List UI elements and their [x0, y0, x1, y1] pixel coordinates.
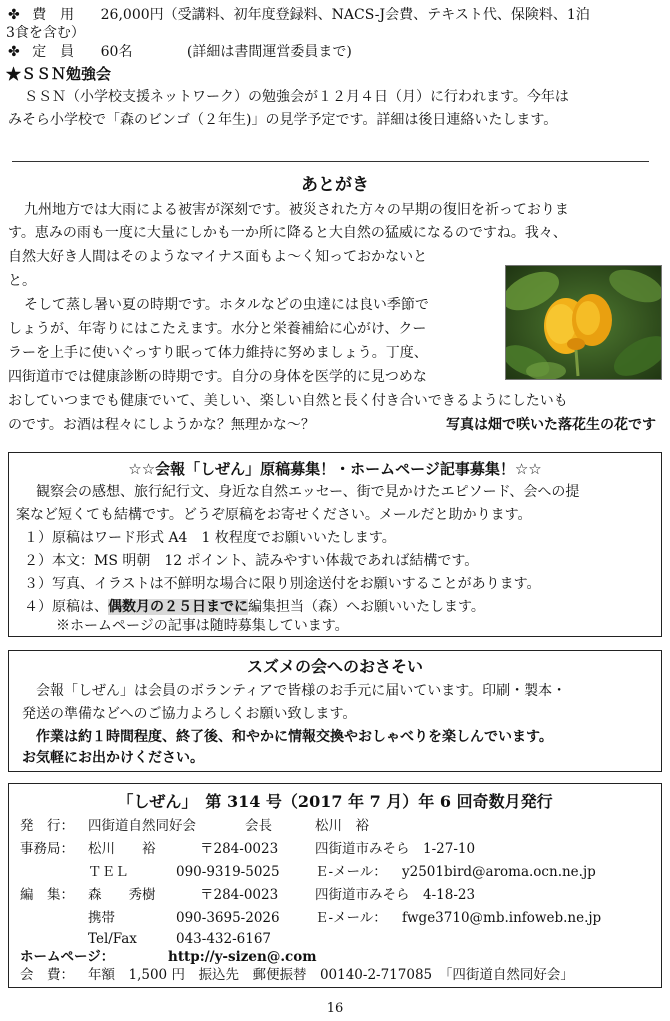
office-label: 事務局： — [20, 841, 74, 857]
ssn-line-1: ＳＳＮ（小学校支援ネットワーク）の勉強会が１２月４日（月）に行われます。今年は — [24, 89, 569, 105]
afterword-line: ラーを上手に使いぐっすり眠って体力維持に努めましょう。丁度、 — [8, 345, 428, 361]
editor-address: 四街道市みそら 4-18-23 — [315, 887, 476, 903]
mobile-label: 携帯 — [88, 910, 115, 926]
email1-label: Ｅ-メール： — [315, 864, 387, 880]
afterword-line: す。恵みの雨も一度に大量にしかも一か所に降ると大自然の猛威になるのですね。我々、 — [8, 225, 567, 241]
dues-label: 会 費： — [20, 967, 74, 983]
suzume-title: スズメの会へのおさそい — [246, 657, 423, 676]
recruitment-line: 案など短くても結構です。どうぞ原稿をお寄せください。メールだと助かります。 — [16, 507, 532, 523]
quota-value: 60名 — [100, 44, 133, 60]
afterword-line: 四街道市では健康診断の時期です。自分の身体を医学的に見つめな — [8, 369, 427, 385]
fee-label: 費 用 — [32, 7, 75, 23]
tel-label: ＴＥＬ — [88, 864, 129, 880]
afterword-line: そして蒸し暑い夏の時期です。ホタルなどの虫達には良い季節で — [24, 297, 429, 313]
email2-label: Ｅ-メール： — [315, 910, 387, 926]
email2[interactable]: fwge3710@mb.infoweb.ne.jp — [402, 910, 602, 926]
chair-label: 会長 — [245, 818, 272, 834]
fee-value-cont: 3食を含む） — [6, 25, 85, 41]
fee-value: 26,000円（受講料、初年度登録料、NACS-J会費、テキスト代、保険料、1泊 — [100, 7, 590, 23]
publisher-label: 発 行： — [20, 818, 74, 834]
homepage-link[interactable]: http://y-sizen@.com — [168, 949, 317, 965]
afterword-line: しょうが、年寄りにはこたえます。水分と栄養補給に心がけ、クー — [8, 321, 427, 337]
afterword-line: のです。お酒は程々にしようかな？無理かな〜？ — [8, 417, 315, 433]
suzume-bold-line: お気軽にお出かけください。 — [22, 750, 204, 766]
homepage-note: ※ホームページの記事は随時募集しています。 — [56, 618, 349, 634]
homepage-label: ホームページ： — [20, 949, 115, 965]
section-divider — [12, 161, 649, 162]
ssn-heading: ★ＳＳＮ勉強会 — [6, 65, 112, 83]
fax-label: Tel/Fax — [88, 931, 137, 947]
bullet-icon: ✤ — [8, 7, 20, 23]
quota-note: (詳細は書間運営委員まで) — [186, 44, 352, 60]
recruitment-item-deadline — [24, 598, 485, 617]
item4-suffix: 編集担当（森）へお願いいたします。 — [248, 599, 485, 615]
office-address: 四街道市みそら 1-27-10 — [315, 841, 476, 857]
dues: 年額 1,500 円 振込先 郵便振替 00140-2-717085 「四街道自然同好会」 — [88, 967, 574, 983]
suzume-bold-line: 作業は約１時間程度、終了後、和やかに情報交換やおしゃべりを楽しんでいます。 — [36, 729, 553, 745]
bullet-icon: ✤ — [8, 44, 20, 60]
fax: 043-432-6167 — [176, 931, 272, 947]
recruitment-item: １）原稿はワード形式 A4 1 枚程度でお願いいたします。 — [24, 530, 396, 546]
quota-label: 定 員 — [32, 44, 75, 60]
photo-caption: 写真は畑で咲いた落花生の花です — [446, 417, 656, 433]
recruitment-title: ☆☆会報「しぜん」原稿募集！・ホームページ記事募集！☆☆ — [128, 460, 542, 478]
suzume-line: 発送の準備などへのご協力よろしくお願い致します。 — [22, 706, 357, 722]
fee-line — [8, 6, 590, 25]
recruitment-item: ３）写真、イラストは不鮮明な場合に限り別途送付をお願いすることがあります。 — [24, 576, 541, 592]
afterword-line: 自然大好き人間はそのようなマイナス面もよ〜く知っておかないと — [8, 249, 428, 265]
mobile: 090-3695-2026 — [176, 910, 280, 926]
quota-line — [8, 43, 352, 62]
colophon-title: 「しぜん」 第 314 号（2017 年 7 月）年 6 回奇数月発行 — [117, 792, 553, 811]
editor-zip: 〒284-0023 — [200, 887, 279, 903]
afterword-title: あとがき — [301, 175, 369, 195]
tel: 090-9319-5025 — [176, 864, 280, 880]
peanut-flower-photo — [505, 265, 662, 380]
office-name: 松川 裕 — [88, 841, 156, 857]
office-zip: 〒284-0023 — [200, 841, 279, 857]
recruitment-line: 観察会の感想、旅行紀行文、身近な自然エッセー、街で見かけたエピソード、会への提 — [36, 484, 580, 500]
afterword-line: おしていつまでも健康でいて、美しい、楽しい自然と長く付き合いできるようにしたいも — [8, 393, 568, 409]
email1[interactable]: y2501bird@aroma.ocn.ne.jp — [402, 864, 596, 880]
recruitment-item: ２）本文：MS 明朝 12 ポイント、読みやすい体裁であれば結構です。 — [24, 553, 479, 569]
suzume-line: 会報「しぜん」は会員のボランティアで皆様のお手元に届いています。印刷・製本・ — [36, 683, 567, 699]
editor-label: 編 集： — [20, 887, 74, 903]
afterword-line: 九州地方では大雨による被害が深刻です。被災された方々の早期の復旧を祈っておりま — [24, 202, 569, 218]
afterword-line: と。 — [8, 273, 36, 289]
deadline-highlight: 偶数月の２５日までに — [108, 599, 248, 615]
page-number: 16 — [326, 1001, 344, 1016]
publisher: 四街道自然同好会 — [88, 818, 196, 834]
item4-prefix: ４）原稿は、 — [24, 599, 108, 615]
ssn-line-2: みそら小学校で「森のビンゴ（２年生)」の見学予定です。詳細は後日連絡いたします。 — [8, 112, 558, 128]
editor-name: 森 秀樹 — [88, 887, 156, 903]
chair: 松川 裕 — [315, 818, 369, 834]
